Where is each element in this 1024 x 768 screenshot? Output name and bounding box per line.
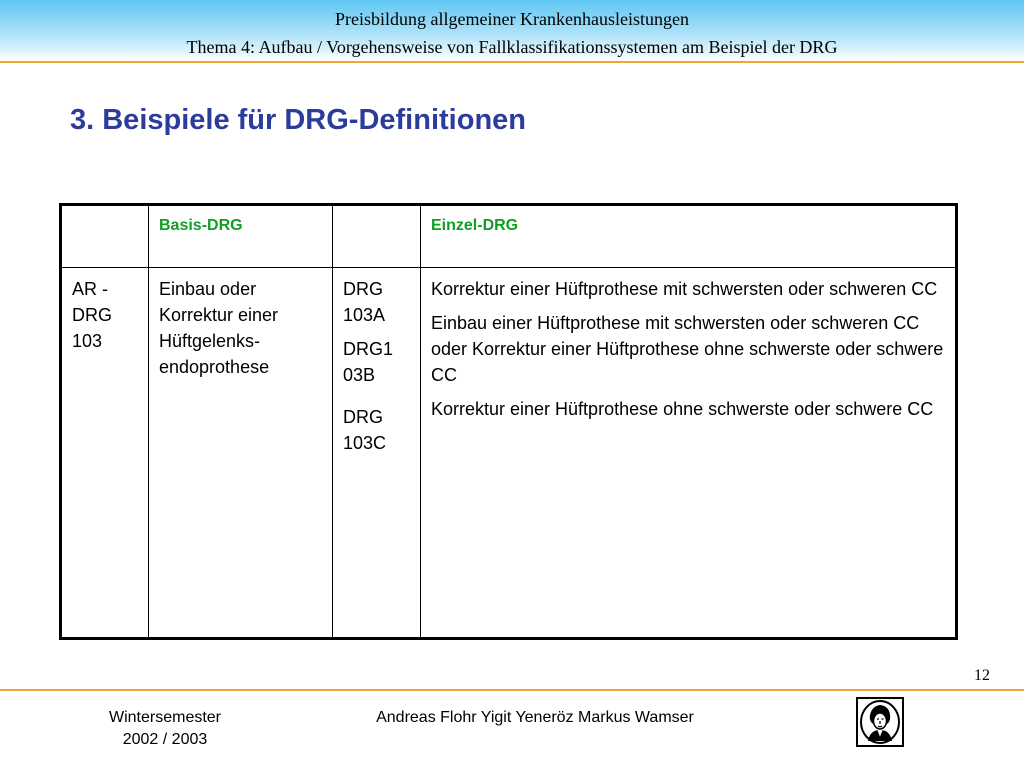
page-title: 3. Beispiele für DRG-Definitionen bbox=[70, 104, 526, 136]
footer-semester bbox=[90, 707, 240, 751]
drg-code-c: DRG 103C bbox=[343, 407, 387, 453]
footer-semester-years: 2002 / 2003 bbox=[122, 731, 208, 748]
header-divider bbox=[0, 61, 1024, 63]
header-title: Preisbildung allgemeiner Krankenhausleistungen bbox=[335, 9, 689, 29]
einzel-drg-b: Einbau einer Hüftprothese mit schwersten oder schweren CC oder Korrektur einer Hüftprothese ohne schwerste oder schwere CC bbox=[431, 313, 944, 385]
drg-code-cell bbox=[333, 268, 421, 639]
table-row bbox=[61, 268, 957, 639]
header-subtitle: Thema 4: Aufbau / Vorgehensweise von Fallklassifikationssystemen am Beispiel der DRG bbox=[186, 37, 838, 57]
header-banner bbox=[0, 0, 1024, 60]
basis-drg-cell: Einbau oder Korrektur einer Hüftgelenks-endoprothese bbox=[149, 268, 333, 639]
goethe-portrait-icon bbox=[856, 697, 904, 747]
footer-semester-label: Wintersemester bbox=[108, 709, 222, 726]
ar-drg-cell: AR - DRG 103 bbox=[61, 268, 149, 639]
einzel-drg-c: Korrektur einer Hüftprothese ohne schwerste oder schwere CC bbox=[431, 399, 934, 419]
einzel-drg-a: Korrektur einer Hüftprothese mit schwersten oder schweren CC bbox=[431, 279, 938, 299]
footer-authors: Andreas Flohr Yigit Yeneröz Markus Wamser bbox=[376, 709, 694, 726]
drg-code-b: DRG1 03B bbox=[343, 339, 394, 385]
drg-code-a: DRG 103A bbox=[343, 279, 386, 325]
table-header-cell-empty-1 bbox=[61, 205, 149, 268]
page-number: 12 bbox=[974, 667, 990, 684]
table-header-cell-empty-2 bbox=[333, 205, 421, 268]
footer-divider bbox=[0, 689, 1024, 691]
drg-definitions-table bbox=[59, 203, 958, 640]
table-header-basis-drg: Basis-DRG bbox=[149, 205, 333, 268]
table-header-row bbox=[61, 205, 957, 268]
table-header-einzel-drg: Einzel-DRG bbox=[421, 205, 957, 268]
einzel-drg-cell bbox=[421, 268, 957, 639]
